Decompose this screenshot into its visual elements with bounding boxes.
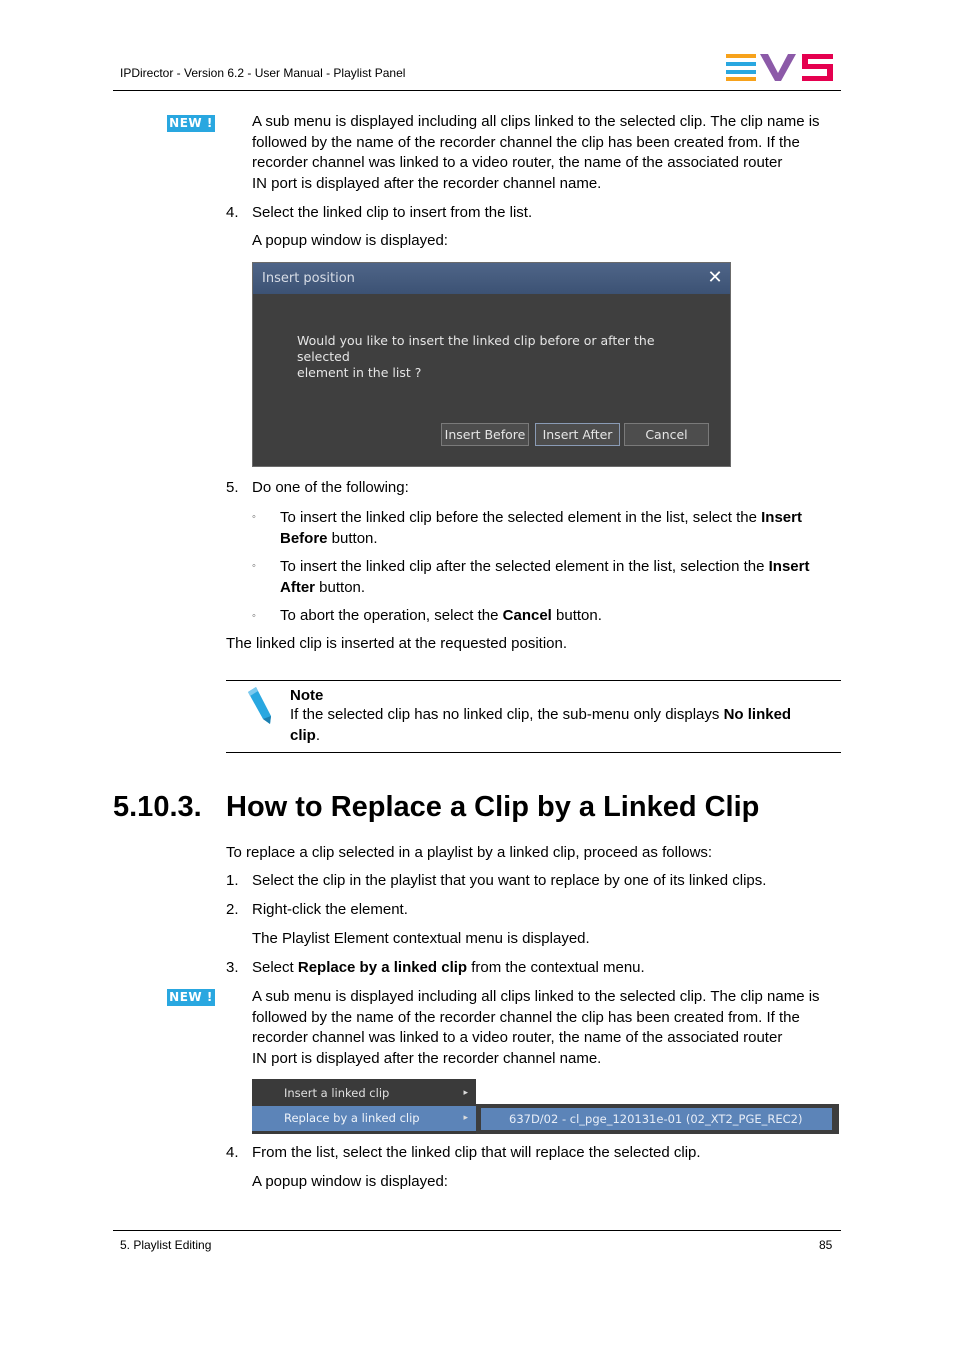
bullet-bold: Insert bbox=[768, 558, 810, 575]
linked-clip-item[interactable]: 637D/02 - cl_pge_120131e-01 (02_XT2_PGE_REC2) bbox=[481, 1108, 832, 1130]
popup-caption: A popup window is displayed: bbox=[252, 232, 448, 249]
menu-item-insert-linked-clip[interactable] bbox=[252, 1081, 476, 1106]
note-rule-bottom bbox=[226, 752, 841, 753]
chevron-right-icon: ▸ bbox=[463, 1113, 468, 1123]
dialog-title: Insert position bbox=[253, 263, 730, 294]
note-text-part: . bbox=[315, 726, 321, 744]
step-number: 1. bbox=[226, 872, 239, 889]
bullet-item bbox=[280, 508, 840, 549]
bullet-bold: Before bbox=[280, 529, 328, 547]
new-paragraph bbox=[252, 112, 852, 194]
new-badge: NEW ! bbox=[167, 115, 215, 132]
linked-clip-submenu bbox=[476, 1104, 839, 1134]
step-number: 2. bbox=[226, 901, 239, 918]
header-rule bbox=[113, 90, 841, 91]
bullet-text: button. bbox=[315, 578, 366, 596]
text-line: followed by the name of the recorder channel the clip has been created from. If the bbox=[252, 133, 800, 151]
popup-caption: A popup window is displayed: bbox=[252, 1173, 448, 1190]
note-rule-top bbox=[226, 680, 841, 681]
step-text: Right-click the element. bbox=[252, 901, 408, 918]
note-text bbox=[290, 705, 830, 746]
evs-logo-graphic bbox=[726, 53, 834, 81]
section-number: 5.10.3. bbox=[113, 791, 202, 823]
dialog-message bbox=[297, 333, 707, 381]
close-icon[interactable]: ✕ bbox=[707, 267, 723, 288]
insert-before-button[interactable]: Insert Before bbox=[441, 423, 529, 446]
text-line: A sub menu is displayed including all clips linked to the selected clip. The clip name is bbox=[252, 988, 820, 1005]
dialog-message-line: Would you like to insert the linked clip before or after the selected bbox=[297, 333, 655, 364]
bullet-text: button. bbox=[327, 529, 378, 547]
note-bold: clip bbox=[290, 726, 316, 744]
result-text: The linked clip is inserted at the requested position. bbox=[226, 635, 568, 652]
evs-logo bbox=[726, 53, 834, 81]
step-text: Do one of the following: bbox=[252, 479, 409, 496]
bullet-text: To abort the operation, select the bbox=[280, 607, 503, 624]
bullet-mark: ◦ bbox=[252, 560, 256, 572]
cancel-button[interactable]: Cancel bbox=[624, 423, 709, 446]
text-line: A sub menu is displayed including all clips linked to the selected clip. The clip name is bbox=[252, 113, 820, 130]
header-title: IPDirector - Version 6.2 - User Manual - Playlist Panel bbox=[120, 66, 406, 80]
insert-after-button[interactable]: Insert After bbox=[535, 423, 620, 446]
bullet-mark: ◦ bbox=[252, 511, 256, 523]
new-paragraph bbox=[252, 987, 852, 1069]
bullet-text: To insert the linked clip before the selected element in the list, select the bbox=[280, 509, 762, 526]
menu-item-label: Insert a linked clip bbox=[284, 1086, 390, 1100]
step-text-part: from the contextual menu. bbox=[467, 959, 645, 976]
bullet-bold: Cancel bbox=[502, 607, 552, 624]
text-line: IN port is displayed after the recorder channel name. bbox=[252, 174, 602, 192]
text-line: recorder channel was linked to a video router, the name of the associated router bbox=[252, 1029, 783, 1046]
note-text-part: If the selected clip has no linked clip, the sub-menu only displays bbox=[290, 706, 724, 723]
step-result: The Playlist Element contextual menu is displayed. bbox=[252, 930, 590, 947]
bullet-text: button. bbox=[551, 607, 602, 624]
step-text-part: Select bbox=[252, 959, 298, 976]
chevron-right-icon: ▸ bbox=[463, 1088, 468, 1098]
step-number: 4. bbox=[226, 1144, 239, 1161]
bullet-bold: After bbox=[280, 578, 316, 596]
page-number: 85 bbox=[819, 1238, 833, 1252]
menu-item-label: Replace by a linked clip bbox=[284, 1111, 420, 1125]
context-menu bbox=[252, 1079, 476, 1134]
menu-item-replace-linked-clip[interactable] bbox=[252, 1106, 476, 1131]
bullet-item bbox=[280, 606, 602, 627]
step-text bbox=[252, 959, 645, 976]
note-title: Note bbox=[290, 687, 324, 704]
pencil-icon bbox=[244, 686, 274, 726]
text-line: IN port is displayed after the recorder channel name. bbox=[252, 1049, 602, 1067]
step-number: 4. bbox=[226, 204, 239, 221]
dialog-message-line: element in the list ? bbox=[297, 365, 422, 380]
text-line: followed by the name of the recorder channel the clip has been created from. If the bbox=[252, 1008, 800, 1026]
step-bold: Replace by a linked clip bbox=[297, 959, 468, 976]
footer-rule bbox=[113, 1230, 841, 1231]
intro-text: To replace a clip selected in a playlist by a linked clip, proceed as follows: bbox=[226, 844, 713, 861]
footer-chapter: 5. Playlist Editing bbox=[120, 1238, 212, 1252]
bullet-mark: ◦ bbox=[252, 610, 256, 622]
step-text: Select the clip in the playlist that you want to replace by one of its linked clips. bbox=[252, 872, 767, 889]
section-heading: How to Replace a Clip by a Linked Clip bbox=[226, 791, 760, 823]
bullet-item bbox=[280, 557, 850, 598]
new-badge: NEW ! bbox=[167, 989, 215, 1006]
text-line: recorder channel was linked to a video router, the name of the associated router bbox=[252, 154, 783, 171]
step-number: 3. bbox=[226, 959, 239, 976]
note-bold: No linked bbox=[723, 706, 792, 723]
bullet-bold: Insert bbox=[761, 509, 802, 526]
pencil-icon-graphic bbox=[244, 686, 274, 726]
insert-position-dialog bbox=[252, 262, 731, 467]
step-text: From the list, select the linked clip that will replace the selected clip. bbox=[252, 1144, 701, 1161]
bullet-text: To insert the linked clip after the selected element in the list, selection the bbox=[280, 558, 769, 575]
step-text: Select the linked clip to insert from the list. bbox=[252, 204, 533, 221]
step-number: 5. bbox=[226, 479, 239, 496]
